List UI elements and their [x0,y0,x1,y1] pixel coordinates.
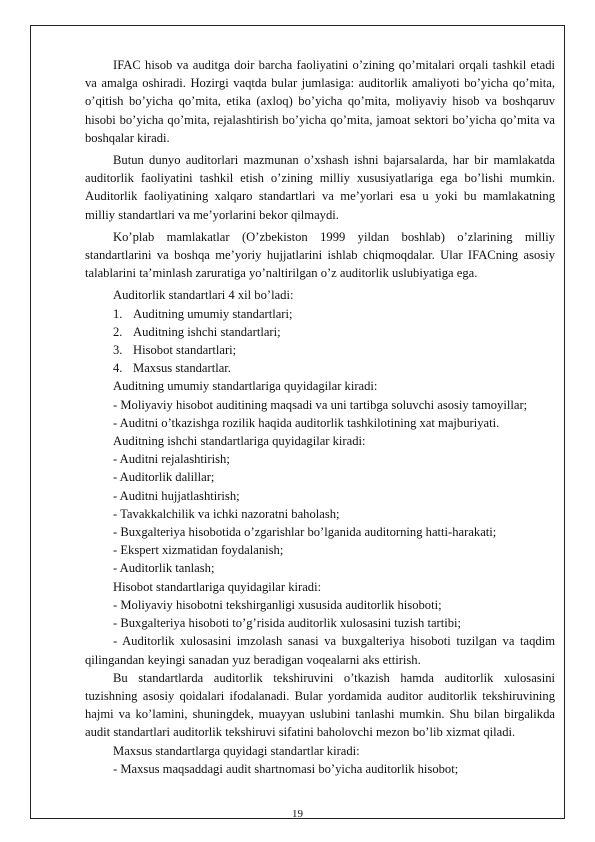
list-item: - Buxgalteriya hisobotida o’zgarishlar bo’lganida auditorning hatti-harakati; [113,525,497,540]
paragraph-uzbekistan: Ko’plab mamlakatlar (O’zbekiston 1999 yildan boshlab) o’zlarining milliy standartlarini va boshqa me’yoriy hujjatlarini ishlab chiqmoqdalar. Ular IFACning asosiy talablarini ta’minlash zaruratiga yo’naltirilgan o’z auditorlik uslubiyatiga ega. [85,229,555,281]
page-number: 19 [292,808,303,820]
working-standards-intro: Auditning ishchi standartlariga quyidagilar kiradi: [113,434,366,449]
general-standards-intro: Auditning umumiy standartlariga quyidagilar kiradi: [113,379,378,394]
paragraph-closing: Bu standartlarda auditorlik tekshiruvini o’tkazish hamda auditorlik xulosasini tuzishning asosiy qoidalari ifodalanadi. Bular yordamida auditor auditorlik tekshiruvining hajmi va ko’lamini, shuningdek, muayyan uslubini tanlashi mumkin. Shu bilan birgalikda audit standartlari auditorlik tekshiruvi sifatini baholovchi mezon bo’lib xizmat qiladi. [85,670,555,740]
list-item: - Auditorlik tanlash; [113,561,215,576]
list-item: - Auditorlik xulosasini imzolash sanasi va buxgalteriya hisoboti tuzilgan va taqdim qilingandan keyingi sanadan yuz beradigan voqealarni aks ettirish. [85,634,555,667]
list-item: - Moliyaviy hisobot auditining maqsadi va uni tartibga soluvchi asosiy tamoyillar; [113,397,528,412]
list-item: - Auditni o’tkazishga rozilik haqida auditorlik tashkilotining xat majburiyati. [113,415,500,430]
paragraph-national-features: Butun dunyo auditorlari mazmunan o’xshash ishni bajarsalarda, har bir mamlakatda auditorlik faoliyatini tashkil etish o’zining milliy xususiyatlariga ega bo’lishi mumkin. Auditorlik faoliyatining xalqaro standartlari va me’yorlari esa u yoki bu mamlakatning milliy standartlari va me’yorlarini bekor qilmaydi. [85,153,555,222]
document-body [85,56,555,778]
list-item: - Auditni hujjatlashtirish; [113,488,240,503]
special-standards-intro: Maxsus standartlarga quyidagi standartlar kiradi: [113,743,360,758]
list-item: 3. Hisobot standartlari; [113,343,237,358]
paragraph-ifac: IFAC hisob va auditga doir barcha faoliyatini o’zining qo’mitalari orqali tashkil etadi va amalga oshiradi. Hozirgi vaqtda bular jumlasiga: auditorlik amaliyoti bo’yicha qo’mita, o’qitish bo’yicha qo’mita, etika (axloq) bo’yicha qo’mita, moliyaviy hisob va boshqaruv hisobi bo’yicha qo’mita, rejalashtirish bo’yicha qo’mita, jamoat sektori bo’yicha qo’mita va boshqalar kiradi. [85,58,555,145]
list-item: - Ekspert xizmatidan foydalanish; [113,543,284,558]
list-item: - Moliyaviy hisobotni tekshirganligi xususida auditorlik hisoboti; [113,597,442,612]
standards-types-intro: Auditorlik standartlari 4 xil bo’ladi: [113,288,294,303]
list-item: 2. Auditning ishchi standartlari; [113,324,281,339]
list-item: - Tavakkalchilik va ichki nazoratni baholash; [113,506,340,521]
list-item: 1. Auditning umumiy standartlari; [113,306,293,321]
list-item: 4. Maxsus standartlar. [113,361,231,376]
list-item: - Auditni rejalashtirish; [113,452,230,467]
report-standards-intro: Hisobot standartlariga quyidagilar kiradi: [113,579,322,594]
list-item: - Buxgalteriya hisoboti to’g’risida auditorlik xulosasini tuzish tartibi; [113,616,462,631]
list-item: - Maxsus maqsaddagi audit shartnomasi bo’yicha auditorlik hisobot; [113,761,459,776]
list-item: - Auditorlik dalillar; [113,470,215,485]
